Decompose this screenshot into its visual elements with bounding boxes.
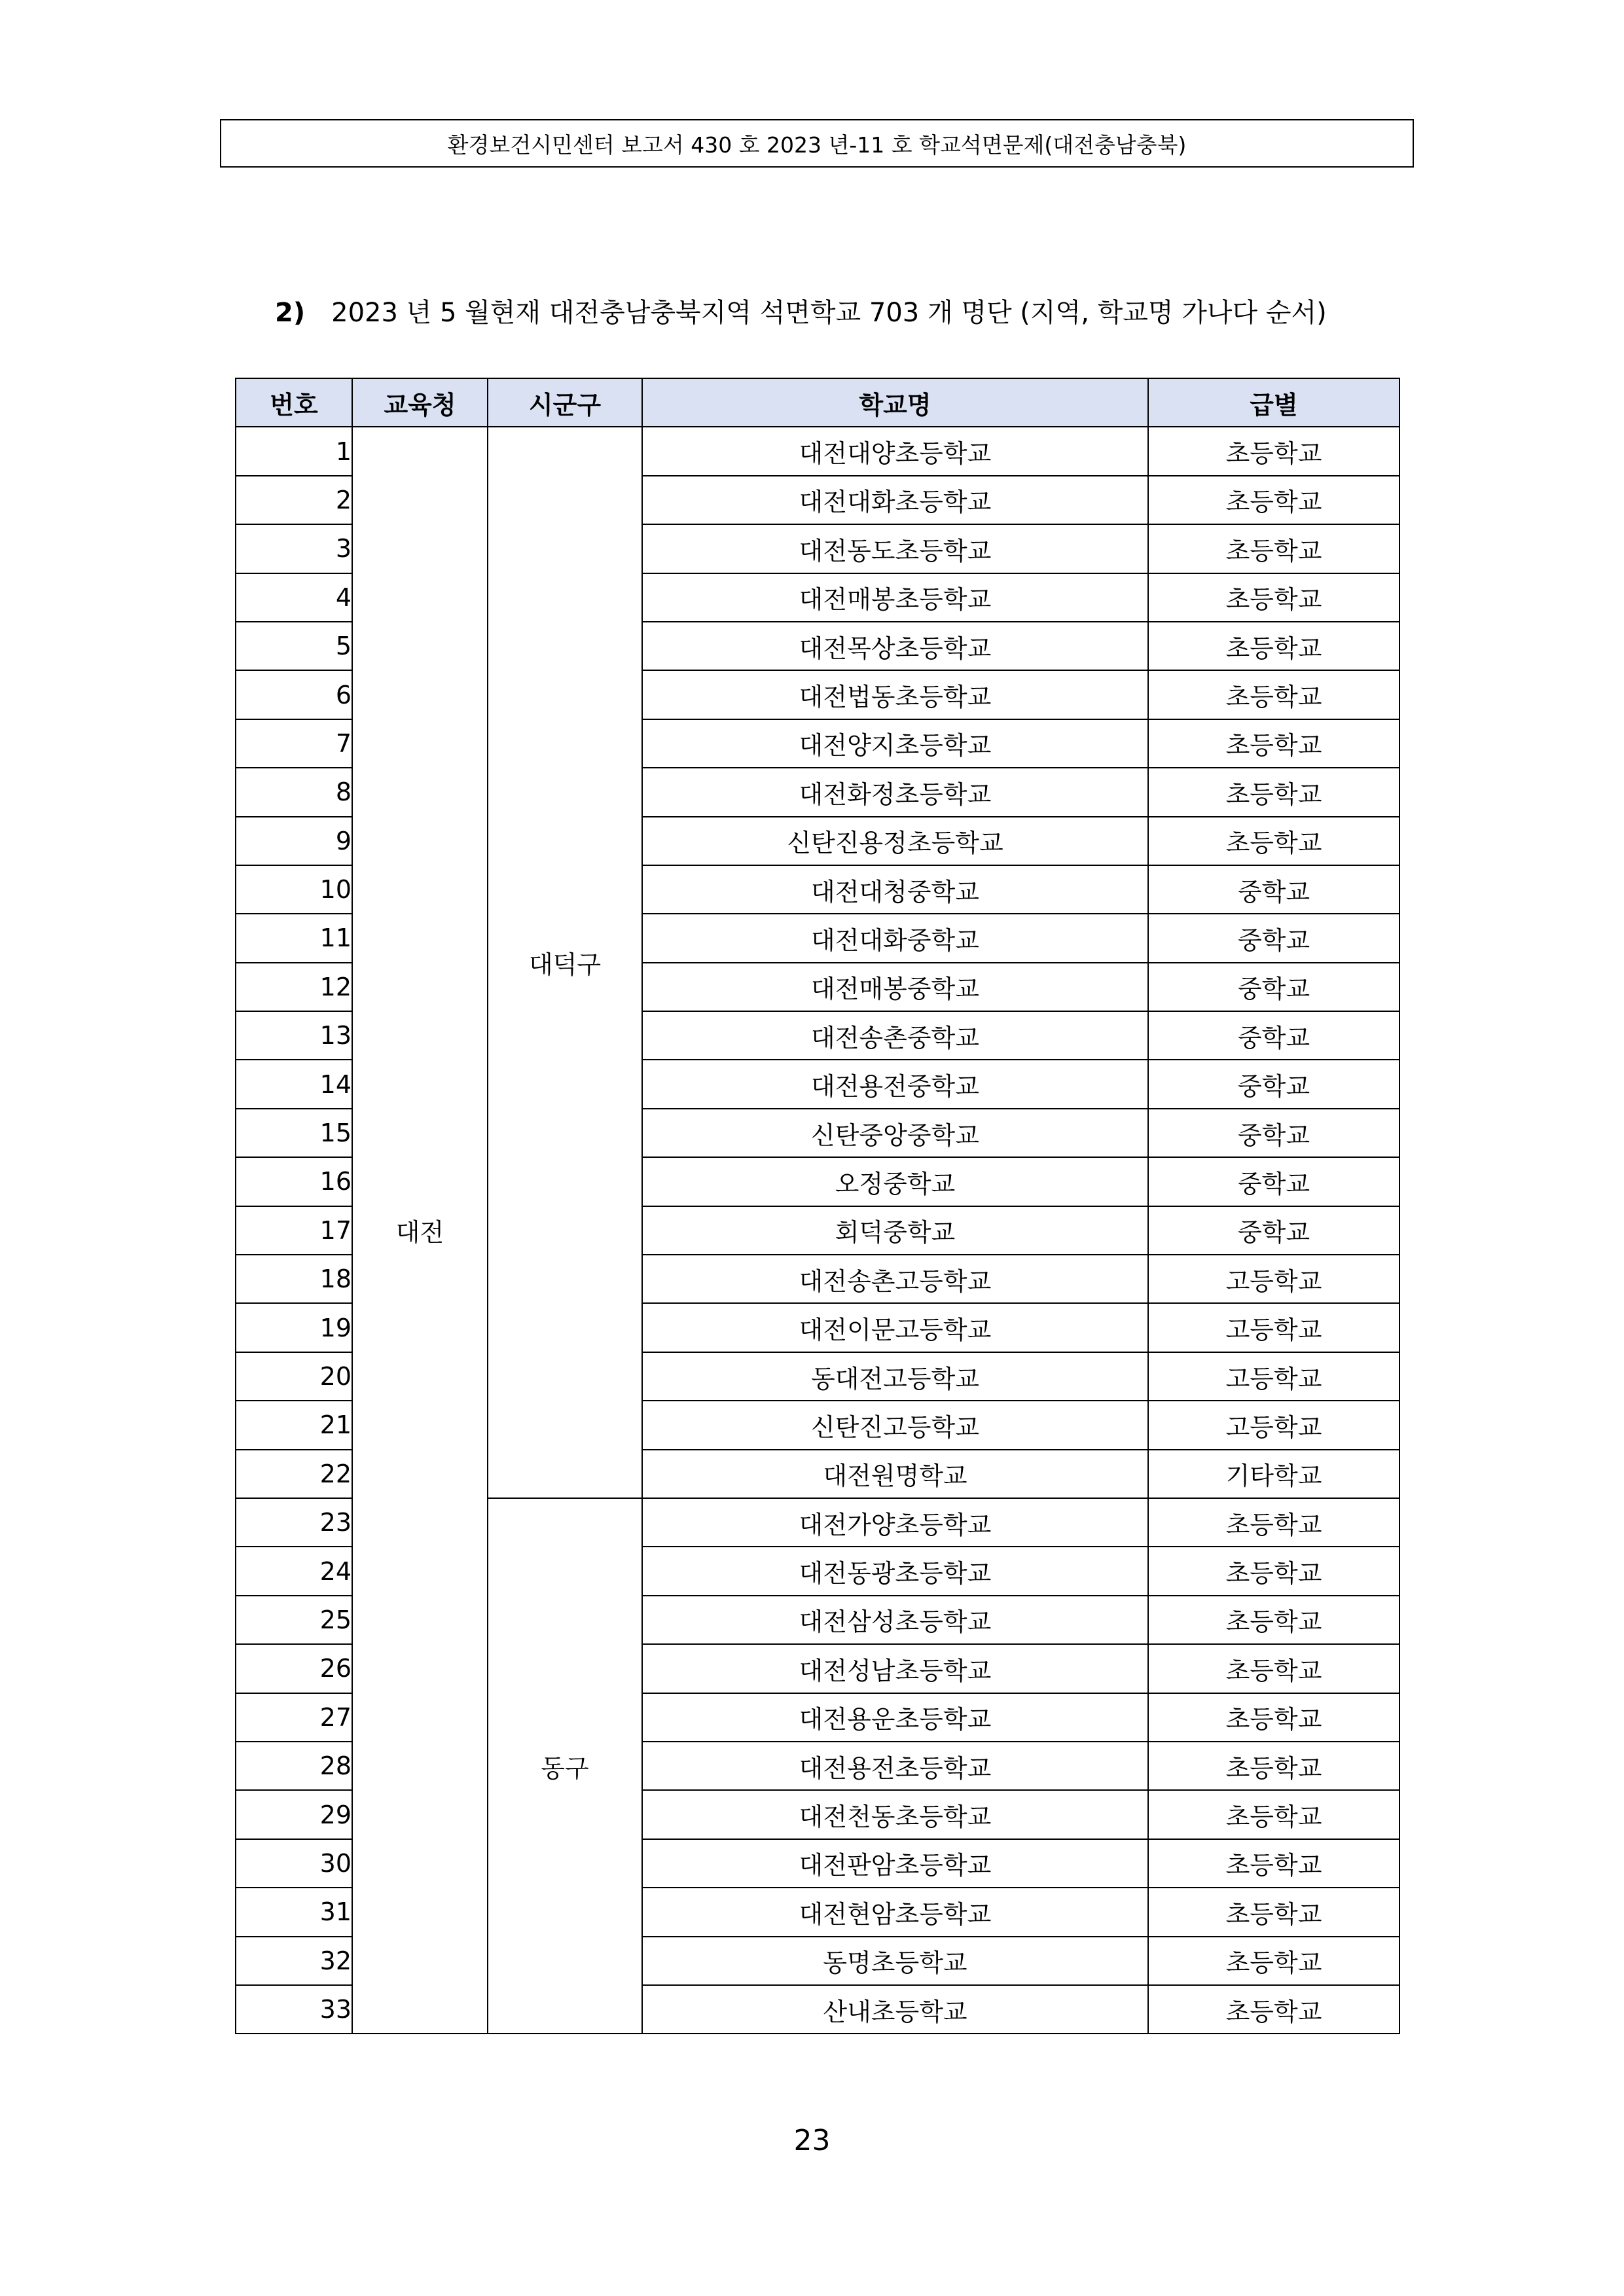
row-number: 31 (236, 1888, 352, 1936)
school-name: 대전동광초등학교 (642, 1547, 1148, 1595)
school-name: 대전삼성초등학교 (642, 1596, 1148, 1644)
column-header-office: 교육청 (352, 378, 488, 427)
school-name: 대전양지초등학교 (642, 719, 1148, 768)
school-name: 동대전고등학교 (642, 1352, 1148, 1401)
row-number: 8 (236, 768, 352, 816)
school-level: 초등학교 (1148, 1644, 1399, 1693)
row-number: 18 (236, 1255, 352, 1303)
school-level: 초등학교 (1148, 1888, 1399, 1936)
school-name: 대전매봉중학교 (642, 963, 1148, 1011)
row-number: 17 (236, 1206, 352, 1255)
school-level: 초등학교 (1148, 768, 1399, 816)
school-name: 대전판암초등학교 (642, 1839, 1148, 1888)
school-name: 대전천동초등학교 (642, 1790, 1148, 1839)
school-name: 대전현암초등학교 (642, 1888, 1148, 1936)
row-number: 14 (236, 1060, 352, 1108)
row-number: 16 (236, 1157, 352, 1206)
row-number: 4 (236, 573, 352, 622)
report-header-text: 환경보건시민센터 보고서 430 호 2023 년-11 호 학교석면문제(대전충남충북) (447, 132, 1187, 158)
school-level: 중학교 (1148, 1109, 1399, 1157)
row-number: 21 (236, 1401, 352, 1449)
school-name: 산내초등학교 (642, 1985, 1148, 2034)
school-name: 대전대청중학교 (642, 865, 1148, 914)
school-table (235, 378, 1400, 2034)
school-name: 신탄진고등학교 (642, 1401, 1148, 1449)
school-level: 초등학교 (1148, 524, 1399, 573)
school-name: 대전목상초등학교 (642, 622, 1148, 670)
row-number: 15 (236, 1109, 352, 1157)
school-name: 대전이문고등학교 (642, 1303, 1148, 1352)
school-level: 중학교 (1148, 914, 1399, 962)
row-number: 3 (236, 524, 352, 573)
row-number: 2 (236, 476, 352, 524)
school-name: 대전화정초등학교 (642, 768, 1148, 816)
school-level: 초등학교 (1148, 670, 1399, 719)
school-level: 초등학교 (1148, 427, 1399, 475)
school-level: 초등학교 (1148, 1790, 1399, 1839)
school-name: 동명초등학교 (642, 1937, 1148, 1985)
row-number: 5 (236, 622, 352, 670)
section-title (275, 292, 1327, 329)
school-level: 고등학교 (1148, 1401, 1399, 1449)
school-name: 대전송촌중학교 (642, 1011, 1148, 1060)
row-number: 27 (236, 1693, 352, 1742)
school-name: 대전동도초등학교 (642, 524, 1148, 573)
school-name: 회덕중학교 (642, 1206, 1148, 1255)
report-header (220, 119, 1414, 168)
school-level: 초등학교 (1148, 622, 1399, 670)
section-title-text: 2023 년 5 월현재 대전충남충북지역 석면학교 703 개 명단 (지역, 학교명 가나다 순서) (331, 298, 1327, 328)
school-level: 중학교 (1148, 1011, 1399, 1060)
school-level: 초등학교 (1148, 817, 1399, 865)
column-header-number: 번호 (236, 378, 352, 427)
school-name: 대전송촌고등학교 (642, 1255, 1148, 1303)
school-level: 고등학교 (1148, 1255, 1399, 1303)
row-number: 20 (236, 1352, 352, 1401)
district-cell: 대덕구 (488, 427, 642, 1498)
column-header-level: 급별 (1148, 378, 1399, 427)
school-level: 초등학교 (1148, 1937, 1399, 1985)
school-name: 대전매봉초등학교 (642, 573, 1148, 622)
school-name: 대전대화초등학교 (642, 476, 1148, 524)
school-name: 오정중학교 (642, 1157, 1148, 1206)
school-name: 대전원명학교 (642, 1450, 1148, 1498)
school-level: 초등학교 (1148, 1693, 1399, 1742)
school-level: 고등학교 (1148, 1352, 1399, 1401)
school-level: 중학교 (1148, 1060, 1399, 1108)
school-level: 초등학교 (1148, 1839, 1399, 1888)
school-name: 대전용전초등학교 (642, 1742, 1148, 1790)
school-level: 초등학교 (1148, 1985, 1399, 2034)
row-number: 1 (236, 427, 352, 475)
school-name: 대전용운초등학교 (642, 1693, 1148, 1742)
school-name: 대전대양초등학교 (642, 427, 1148, 475)
table-row (236, 427, 1399, 475)
row-number: 28 (236, 1742, 352, 1790)
school-name: 대전성남초등학교 (642, 1644, 1148, 1693)
school-name: 대전대화중학교 (642, 914, 1148, 962)
school-level: 중학교 (1148, 1206, 1399, 1255)
row-number: 22 (236, 1450, 352, 1498)
row-number: 12 (236, 963, 352, 1011)
school-level: 초등학교 (1148, 1596, 1399, 1644)
school-level: 초등학교 (1148, 719, 1399, 768)
column-header-school-name: 학교명 (642, 378, 1148, 427)
school-level: 초등학교 (1148, 573, 1399, 622)
school-name: 대전가양초등학교 (642, 1498, 1148, 1547)
row-number: 9 (236, 817, 352, 865)
row-number: 26 (236, 1644, 352, 1693)
column-header-district: 시군구 (488, 378, 642, 427)
row-number: 19 (236, 1303, 352, 1352)
row-number: 11 (236, 914, 352, 962)
row-number: 10 (236, 865, 352, 914)
row-number: 30 (236, 1839, 352, 1888)
row-number: 24 (236, 1547, 352, 1595)
row-number: 33 (236, 1985, 352, 2034)
district-cell: 동구 (488, 1498, 642, 2034)
education-office-cell: 대전 (352, 427, 488, 2034)
school-level: 초등학교 (1148, 476, 1399, 524)
school-name: 신탄중앙중학교 (642, 1109, 1148, 1157)
school-level: 초등학교 (1148, 1547, 1399, 1595)
school-name: 대전용전중학교 (642, 1060, 1148, 1108)
school-level: 초등학교 (1148, 1742, 1399, 1790)
row-number: 13 (236, 1011, 352, 1060)
row-number: 7 (236, 719, 352, 768)
school-level: 기타학교 (1148, 1450, 1399, 1498)
school-level: 고등학교 (1148, 1303, 1399, 1352)
table-header-row (236, 378, 1399, 427)
page-number: 23 (793, 2124, 831, 2157)
row-number: 6 (236, 670, 352, 719)
section-number: 2) (275, 298, 306, 328)
row-number: 32 (236, 1937, 352, 1985)
row-number: 29 (236, 1790, 352, 1839)
school-name: 대전법동초등학교 (642, 670, 1148, 719)
row-number: 25 (236, 1596, 352, 1644)
school-name: 신탄진용정초등학교 (642, 817, 1148, 865)
row-number: 23 (236, 1498, 352, 1547)
table-body (236, 427, 1399, 2034)
school-level: 중학교 (1148, 865, 1399, 914)
school-level: 초등학교 (1148, 1498, 1399, 1547)
school-level: 중학교 (1148, 1157, 1399, 1206)
school-level: 중학교 (1148, 963, 1399, 1011)
